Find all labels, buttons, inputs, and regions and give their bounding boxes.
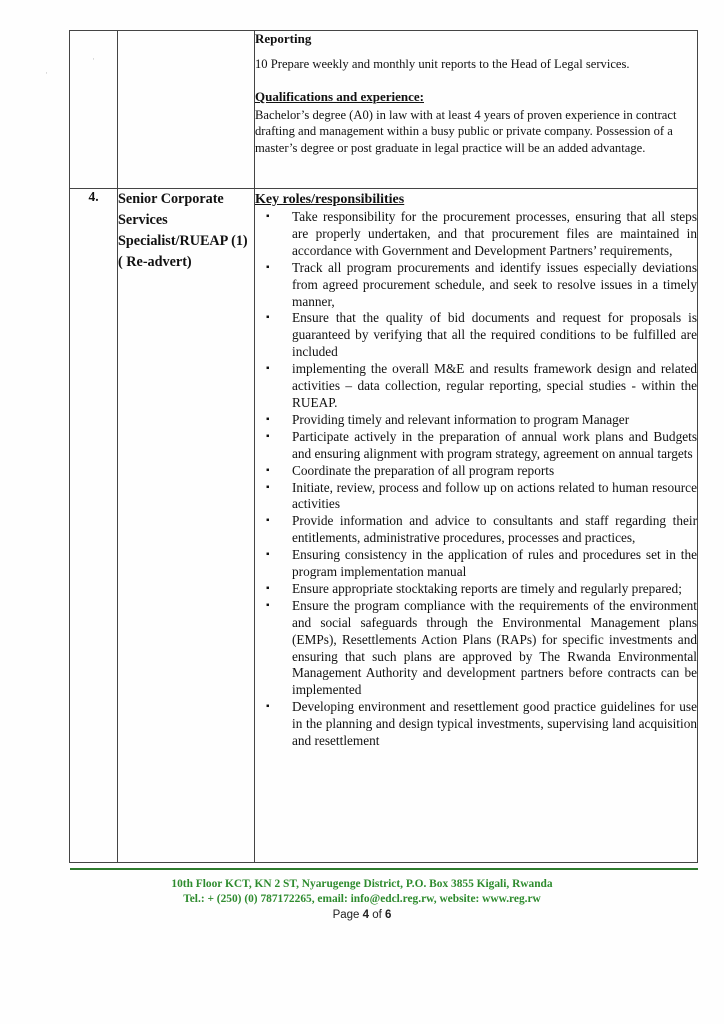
- footer-address: 10th Floor KCT, KN 2 ST, Nyarugenge District, P.O. Box 3855 Kigali, Rwanda: [171, 878, 553, 890]
- footer-contact: Tel.: + (250) (0) 787172265, email: info@edcl.reg.rw, website: www.reg.rw: [183, 893, 541, 905]
- key-roles-heading: Key roles/responsibilities: [255, 192, 405, 207]
- list-item: ▪ Ensuring consistency in the application of rules and procedures set in the program implementation manual: [292, 547, 697, 581]
- page-of: of: [372, 909, 382, 921]
- list-item: ▪ Provide information and advice to consultants and staff regarding their entitlements, administrative procedures, processes and practices,: [292, 513, 697, 547]
- footer-divider: [70, 868, 698, 870]
- list-item: ▪ Ensure that the quality of bid documents and request for proposals is guaranteed by verifying that all the required conditions to be fulfilled are included: [292, 310, 697, 361]
- role-cell: [118, 31, 255, 189]
- list-item: ▪ Providing timely and relevant information to program Manager: [292, 412, 697, 429]
- number-cell: [70, 31, 118, 189]
- qualifications-heading: Qualifications and experience:: [255, 89, 424, 105]
- list-item: ▪ Participate actively in the preparation of annual work plans and Budgets and ensuring alignment with program strategy, agreement on annual targets: [292, 429, 697, 463]
- list-item: ▪ implementing the overall M&E and results framework design and related activities – data collection, regular reporting, special studies - within the RUEAP.: [292, 361, 697, 412]
- page-total: 6: [385, 909, 392, 921]
- list-item: ▪ Coordinate the preparation of all program reports: [292, 463, 697, 480]
- page-number: [0, 909, 724, 921]
- reporting-heading: Reporting: [255, 31, 312, 46]
- list-item: ▪ Initiate, review, process and follow up on actions related to human resource activities: [292, 480, 697, 514]
- scan-mark: ·: [92, 54, 95, 64]
- list-item: ▪ Take responsibility for the procurement processes, ensuring that all steps are properly undertaken, and that procurement files are maintained in accordance with Government and Development Partners’ requirements,: [292, 209, 697, 260]
- position-number: 4.: [70, 189, 118, 863]
- table-row-position-4: [70, 189, 698, 863]
- qualifications-text: Bachelor’s degree (A0) in law with at least 4 years of proven experience in contract drafting and management within a busy public or private company. Possession of a master’s degree or post graduate in legal practice will be an added advantage.: [255, 107, 677, 155]
- description-cell: [255, 31, 698, 189]
- reporting-item: 10 Prepare weekly and monthly unit reports to the Head of Legal services.: [255, 56, 630, 71]
- list-item: ▪ Track all program procurements and identify issues especially deviations from agreed procurement schedule, and seek to resolve issues in a timely manner,: [292, 260, 697, 311]
- job-table: [69, 30, 698, 863]
- scan-mark: ·: [45, 68, 48, 78]
- responsibilities-list: [255, 209, 697, 750]
- position-title: Senior Corporate Services Specialist/RUEAP (1) ( Re-advert): [118, 189, 255, 863]
- list-item: ▪ Ensure the program compliance with the requirements of the environment and social safeguards through the Environmental Management plans (EMPs), Resettlements Action Plans (RAPs) for specific investments and ensuring that such plans are approved by The Rwanda Environmental Management Authority and development partners before contracts can be implemented: [292, 598, 697, 699]
- list-item: ▪ Ensure appropriate stocktaking reports are timely and regularly prepared;: [292, 581, 697, 598]
- page-prefix: Page: [332, 909, 360, 921]
- list-item: ▪ Developing environment and resettlement good practice guidelines for use in the planning and design typical investments, supervising land acquisition and resettlement: [292, 699, 697, 750]
- table-row-previous: [70, 31, 698, 189]
- page-current: 4: [362, 909, 370, 921]
- responsibilities-cell: [255, 189, 698, 863]
